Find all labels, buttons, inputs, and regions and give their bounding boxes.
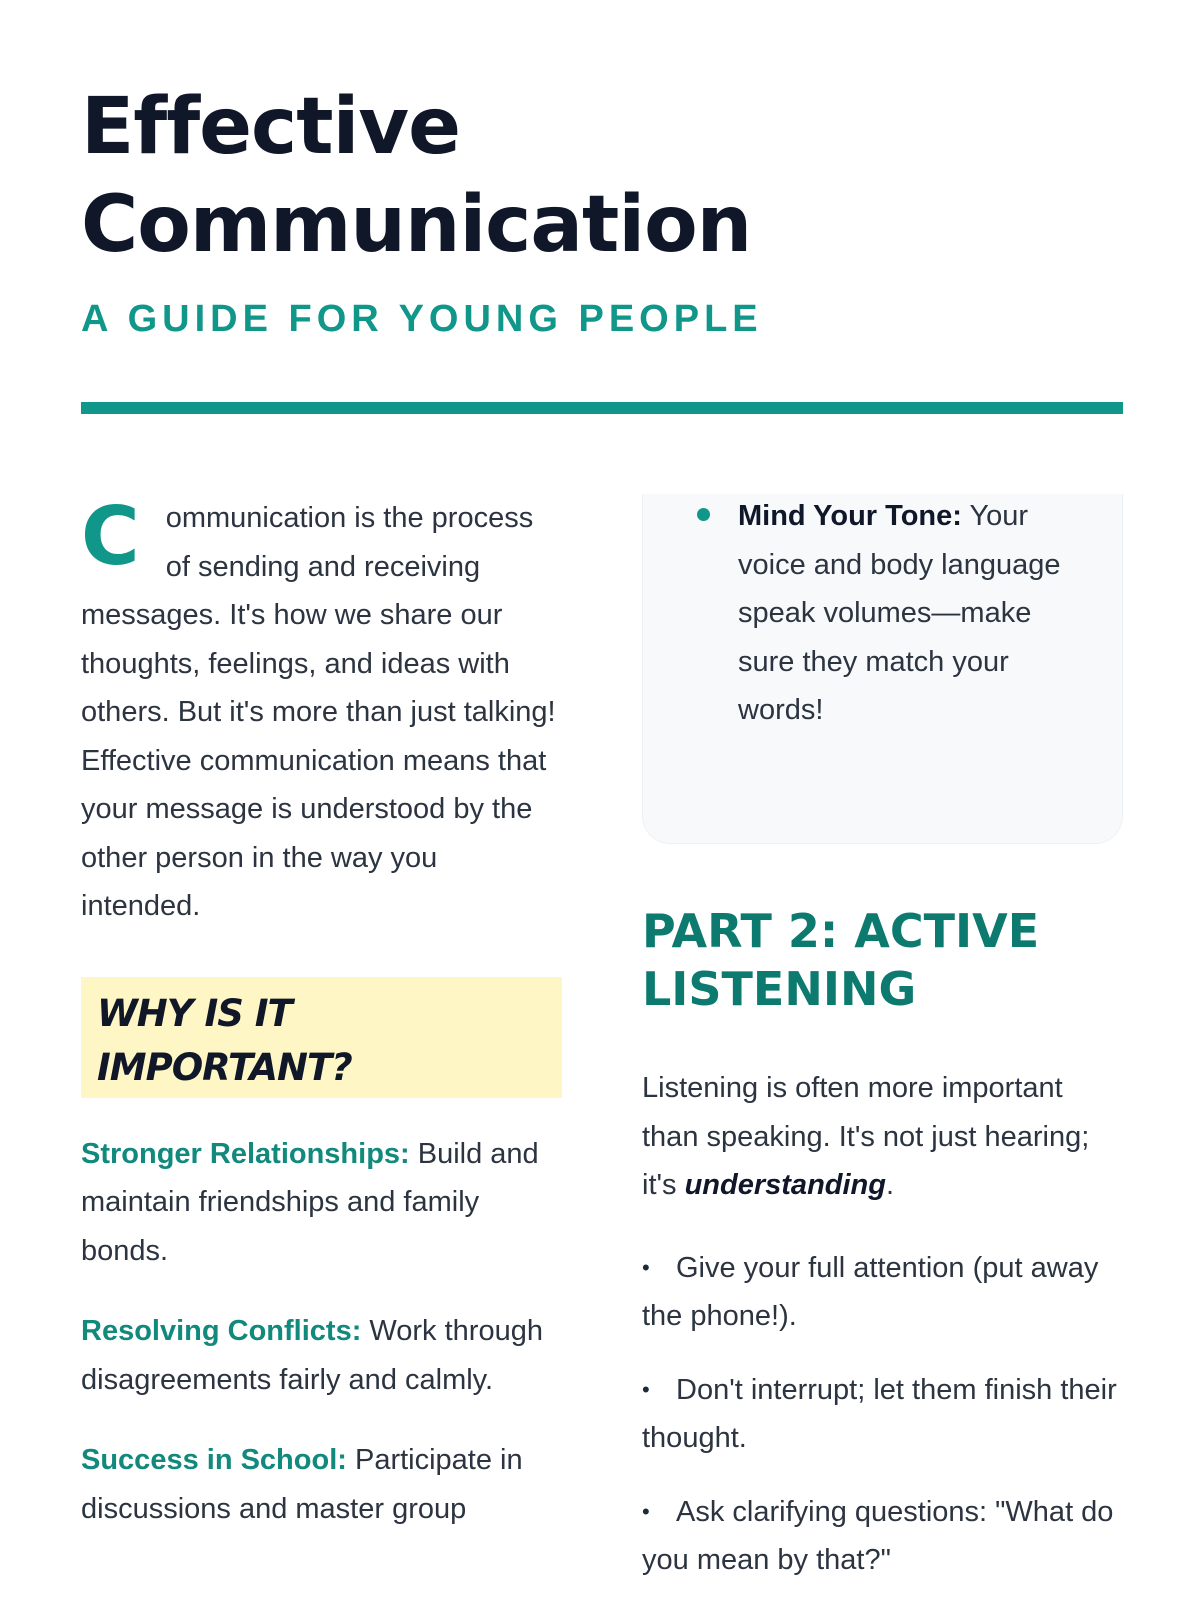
benefit-item bbox=[81, 1130, 562, 1276]
benefit-label: Resolving Conflicts: bbox=[81, 1315, 362, 1347]
tip-body: Your voice and body language speak volumes—make sure they match your words! bbox=[738, 500, 1061, 726]
title-line-2: Communication bbox=[81, 180, 752, 270]
benefit-item bbox=[81, 1307, 562, 1404]
intro-paragraph bbox=[81, 490, 562, 931]
benefit-label: Success in School: bbox=[81, 1444, 347, 1476]
left-column bbox=[81, 490, 562, 1533]
list-item bbox=[642, 1366, 1123, 1463]
why-important-callout bbox=[81, 977, 562, 1098]
right-column bbox=[642, 494, 1123, 1600]
list-item-text: Ask clarifying questions: "What do you mean by that?" bbox=[642, 1495, 1114, 1576]
listening-intro-paragraph bbox=[642, 1064, 1123, 1210]
bullet-icon: • bbox=[642, 1254, 650, 1280]
title-line-1: Effective bbox=[81, 82, 461, 172]
why-important-heading bbox=[97, 987, 546, 1095]
part2-heading-line-2: LISTENING bbox=[642, 962, 917, 1016]
benefit-text: Participate in discussions and master group bbox=[81, 1444, 523, 1525]
drop-cap: C bbox=[81, 490, 140, 583]
page-subtitle: A GUIDE FOR YOUNG PEOPLE bbox=[81, 298, 763, 340]
page-title bbox=[81, 78, 751, 274]
tip-text bbox=[738, 492, 1068, 735]
benefit-item bbox=[81, 1436, 562, 1533]
bullet-icon: • bbox=[642, 1498, 650, 1524]
listening-intro-text: Listening is often more important than speaking. It's not just hearing; it's bbox=[642, 1072, 1090, 1201]
list-item bbox=[642, 1244, 1123, 1341]
list-item bbox=[642, 1488, 1123, 1585]
bullet-dot-icon bbox=[697, 508, 710, 521]
list-item-text: Don't interrupt; let them finish their thought. bbox=[642, 1373, 1117, 1454]
listening-intro-end: . bbox=[885, 1169, 895, 1201]
bullet-icon: • bbox=[642, 1376, 650, 1402]
benefit-text: Work through disagreements fairly and calmly. bbox=[81, 1315, 543, 1396]
benefit-text: Build and maintain friendships and family bonds. bbox=[81, 1137, 539, 1267]
listening-emphasis: understanding bbox=[684, 1169, 886, 1201]
listening-tips-list bbox=[642, 1244, 1123, 1585]
list-item-text: Give your full attention (put away the phone!). bbox=[642, 1251, 1099, 1332]
part2-heading-line-1: PART 2: ACTIVE bbox=[642, 904, 1040, 958]
why-heading-line-1: WHY IS IT bbox=[97, 991, 292, 1035]
tip-label: Mind Your Tone: bbox=[738, 500, 962, 532]
tip-card bbox=[642, 494, 1123, 844]
why-heading-line-2: IMPORTANT? bbox=[97, 1045, 352, 1089]
document-page bbox=[81, 0, 1123, 1600]
header-divider bbox=[81, 402, 1123, 414]
intro-text: ommunication is the process of sending and receiving messages. It's how we share our thoughts, feelings, and ideas with others. But it's more than just talking! Effective communication means that your message is understood by the other person in the way you intended. bbox=[81, 502, 556, 922]
section-heading-active-listening bbox=[642, 902, 1123, 1018]
benefit-label: Stronger Relationships: bbox=[81, 1137, 410, 1170]
